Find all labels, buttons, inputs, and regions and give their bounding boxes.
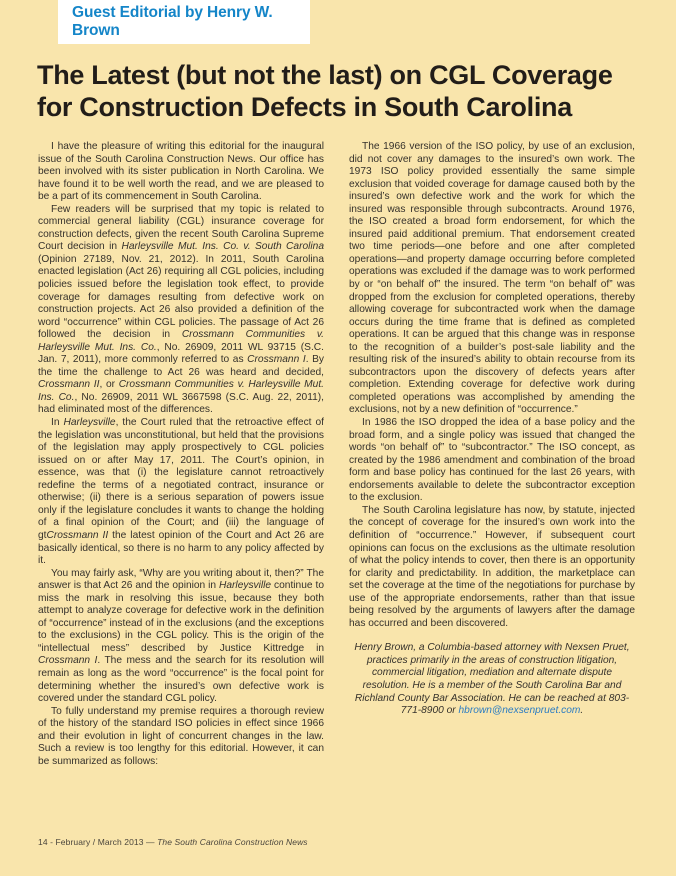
text-run: In 1986 the ISO dropped the idea of a base policy and the broad form, and a single policy was issued that changed the words “on behalf of” to “subcontractor.” The ISO concept, as created by the 1986 amendment and combination of the broad form and base policy has continued for the last 26 years, with endorsements available to delete the subcontractor exception to the exclusion. bbox=[349, 417, 635, 504]
paragraph bbox=[349, 417, 635, 505]
badge-label: Guest Editorial by Henry W. Brown bbox=[72, 4, 273, 39]
text-run: . The mess and the search for its resolution will remain as long as the word “occurrence” is the focal point for determining whether the insured’s own defective work is covered under the standard CGL policy. bbox=[38, 655, 324, 705]
paragraph bbox=[38, 417, 324, 568]
text-run: Crossmann I bbox=[247, 354, 306, 366]
article-title bbox=[37, 60, 647, 123]
text-run: , No. 26909, 2011 WL 3667598 (S.C. Aug. 22, 2011), had eliminated most of the differences. bbox=[38, 391, 324, 416]
email-link[interactable]: hbrown@nexsenpruet.com bbox=[458, 705, 581, 717]
text-run: Crossmann Communities v. Harleysville Mut. Ins. Co. bbox=[38, 329, 324, 353]
text-run: , or bbox=[99, 379, 119, 391]
text-run: Crossmann II bbox=[38, 379, 100, 391]
text-run: You may fairly ask, “Why are you writing about it, then?” The answer is that Act 26 and the opinion in bbox=[38, 567, 324, 592]
paragraph bbox=[38, 706, 324, 769]
text-run: continue to miss the mark in resolving this issue, because they both attempt to analyze coverage for defective work in the definition of “occurrence” instead of in the exclusions (and the exceptions to the exclusions) in the CGL policy. This is the origin of the “intellectual mess” described by Justice Kittredge in bbox=[38, 580, 324, 654]
footer-page-info: 14 - February / March 2013 — bbox=[38, 837, 158, 847]
paragraph bbox=[349, 505, 635, 630]
text-run: To fully understand my premise requires a thorough review of the history of the standard ISO policies in effect since 1966 and their evolution in light of concurrent changes in the law. Such a review is too lengthy for this editorial. However, it can be summarized as follows: bbox=[38, 705, 324, 767]
footer bbox=[38, 837, 308, 847]
text-run: . By the time the challenge to Act 26 was heard and decided, bbox=[38, 354, 324, 378]
paragraph bbox=[38, 568, 324, 706]
text-run: Crossmann II bbox=[46, 529, 109, 541]
text-run: the latest opinion of the Court and Act 26 are basically identical, so there is no harm to any policy affected by it. bbox=[38, 529, 324, 567]
text-run: I have the pleasure of writing this editorial for the inaugural issue of the South Carolina Construction News. Our office has been involved with its sister publication in North Carolina. We have found it to be well worth the read, and we are pleased to be a part of its commencement in South Carolina. bbox=[38, 141, 324, 203]
text-run: . bbox=[580, 705, 584, 717]
text-run: Harleysville bbox=[219, 580, 272, 592]
text-run: , No. 26909, 2011 WL 93715 (S.C. Jan. 7, 2011), more commonly referred to as bbox=[38, 341, 324, 366]
paragraph bbox=[38, 141, 324, 204]
text-run: In bbox=[51, 417, 64, 429]
paragraph bbox=[38, 204, 324, 417]
footer-publication: The South Carolina Construction News bbox=[157, 837, 308, 847]
text-run: Harleysville Mut. Ins. Co. v. South Carolina bbox=[121, 241, 324, 253]
column-left bbox=[38, 141, 324, 833]
text-run: Henry Brown, a Columbia-based attorney with Nexsen Pruet, practices primarily in the areas of construction litigation, commercial litigation, mediation and alternate dispute resolution. He is a member of the South Carolina Bar and Richland County Bar Association. He can be reached at 803-771-8900 or bbox=[354, 642, 630, 717]
author-bio bbox=[349, 642, 635, 717]
title-line-2: for Construction Defects in South Carolina bbox=[37, 91, 572, 122]
text-run: , the Court ruled that the retroactive effect of the legislation was unconstitutional, but held that the provisions of the legislation may apply prospectively to CGL policies issued on or after May 17, 2011. The Court’s opinion, in essence, was that (i) the legislature cannot retroactively redefine the terms of a negotiated contract, insurance or otherwise; (ii) there is a serious separation of powers issue only if the legislature concludes it wants to change the holding of a final opinion of the Court; and (iii) the language of gt bbox=[38, 417, 324, 541]
text-run: (Opinion 27189, Nov. 21, 2012). In 2011, South Carolina enacted legislation (Act 26) requiring all CGL policies, including policies issued before the legislation took effect, to provide coverage for damages resulting from defective work on construction projects. Act 26 also provided a definition of the word “occurrence” within CGL policies. The passage of Act 26 followed the decision in bbox=[38, 253, 324, 341]
text-run: The South Carolina legislature has now, by statute, injected the concept of coverage for the insured’s own work into the definition of “occurrence.” However, if subsequent court opinions can focus on the exclusions as the ultimate resolution of what the policy intends to cover, then there is an opportunity for clarity and predictability. In addition, the marketplace can set the coverage at the time of the negotiations for purchase by use of the appropriate endorsements, rather than that issue being resolved by the arguments of lawyers after the damage has occurred and been discovered. bbox=[349, 504, 635, 629]
text-run: Harleysville bbox=[63, 417, 116, 429]
text-run: Few readers will be surprised that my topic is related to commercial general liability (CGL) insurance coverage for construction defects, given the recent South Carolina Supreme Court decision in bbox=[38, 203, 324, 253]
column-right bbox=[349, 141, 635, 833]
guest-editorial-badge bbox=[58, 0, 310, 44]
paragraph bbox=[349, 141, 635, 417]
title-line-1: The Latest (but not the last) on CGL Coverage bbox=[37, 60, 613, 90]
text-run: Crossmann I bbox=[38, 655, 98, 667]
text-run: Crossmann Communities v. Harleysville Mut. Ins. Co. bbox=[38, 379, 324, 403]
article-columns bbox=[38, 141, 635, 833]
text-run: The 1966 version of the ISO policy, by use of an exclusion, did not cover any damages to the insured’s own work. The 1973 ISO policy provided essentially the same simple exclusion that voided coverage for damage caused both by the insured’s own defective work and the work for which the insured was responsible through subcontracts. Around 1976, the ISO created a broad form endorsement, for which the insured paid additional premium. That endorsement created two time periods—one before and one after completed operations—and property damage occurring before completed operations was excluded if the damage was to work performed by or “on behalf of” the insured. The term “on behalf of” was dropped from the exclusion for completed operations, thereby allowing coverage for subcontracted work when the damage occurs during the time frame that is defined as completed operations. It can be argued that this change was in response to the recognition of a builder’s post-sale liability and the resulting risk of the insured’s ability to obtain recourse from its subcontractors upon the discovery of defects years after completion. Extending coverage for defective work during completed operations was accomplished by amending the exclusions, not by a new definition of “occurrence.” bbox=[349, 141, 635, 416]
